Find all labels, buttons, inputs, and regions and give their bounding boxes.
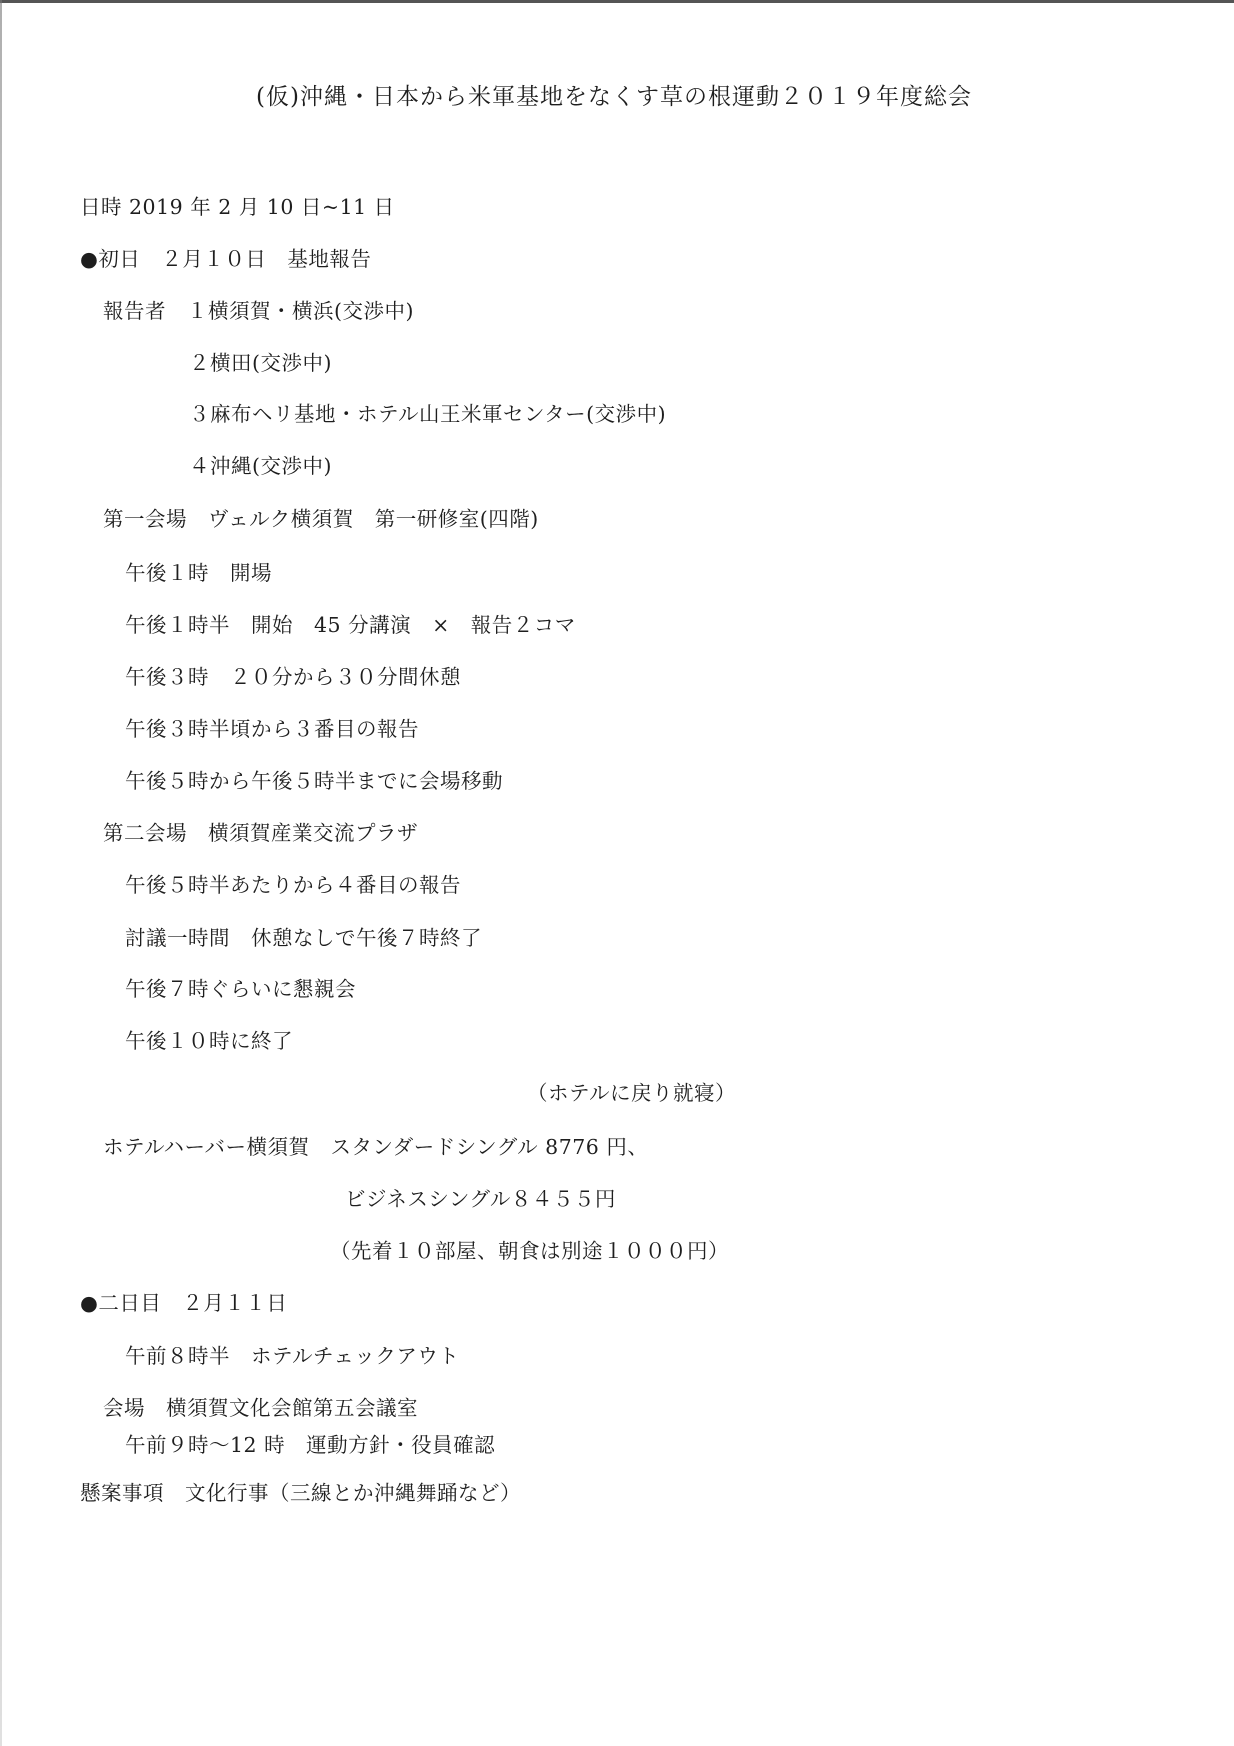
day2-heading: ●二日目 ２月１１日 xyxy=(80,1291,288,1315)
day2-session: 午前９時～12 時 運動方針・役員確認 xyxy=(125,1433,496,1457)
venue1-item: 午後３時半頃から３番目の報告 xyxy=(125,717,419,741)
venue2-item: 午後５時半あたりから４番目の報告 xyxy=(125,873,461,897)
venue2-heading: 第二会場 横須賀産業交流プラザ xyxy=(103,821,418,845)
hotel-line-1: ホテルハーバー横須賀 スタンダードシングル 8776 円、 xyxy=(103,1135,649,1159)
scan-top-edge xyxy=(0,0,1234,3)
venue2-item: 午後１０時に終了 xyxy=(125,1029,293,1053)
venue1-item: 午後１時半 開始 45 分講演 × 報告２コマ xyxy=(125,613,576,637)
day2-venue: 会場 横須賀文化会館第五会議室 xyxy=(103,1396,418,1420)
document-title: (仮)沖縄・日本から米軍基地をなくす草の根運動２０１９年度総会 xyxy=(256,84,972,110)
reporter-4: ４沖縄(交渉中) xyxy=(189,454,332,478)
day2-checkout: 午前８時半 ホテルチェックアウト xyxy=(125,1344,460,1368)
date-line: 日時 2019 年 2 月 10 日~11 日 xyxy=(80,195,395,219)
reporter-3: ３麻布ヘリ基地・ホテル山王米軍センター(交渉中) xyxy=(189,402,667,426)
return-note: （ホテルに戻り就寝） xyxy=(527,1081,736,1105)
hotel-line-3: （先着１０部屋、朝食は別途１０００円） xyxy=(330,1239,729,1263)
day1-heading: ●初日 ２月１０日 基地報告 xyxy=(80,247,372,271)
venue1-item: 午後１時 開場 xyxy=(125,561,272,585)
venue1-item: 午後５時から午後５時半までに会場移動 xyxy=(125,769,503,793)
reporter-2: ２横田(交渉中) xyxy=(189,351,332,375)
reporter-1-line: 報告者 １横須賀・横浜(交渉中) xyxy=(103,299,414,323)
hotel-line-2: ビジネスシングル８４５５円 xyxy=(345,1187,616,1211)
scan-left-edge xyxy=(0,0,2,1746)
pending-items: 懸案事項 文化行事（三線とか沖縄舞踊など） xyxy=(80,1481,521,1505)
venue1-item: 午後３時 ２０分から３０分間休憩 xyxy=(125,665,461,689)
venue2-item: 午後７時ぐらいに懇親会 xyxy=(125,977,356,1001)
venue2-item: 討議一時間 休憩なしで午後７時終了 xyxy=(125,926,482,950)
venue1-heading: 第一会場 ヴェルク横須賀 第一研修室(四階) xyxy=(103,507,539,531)
